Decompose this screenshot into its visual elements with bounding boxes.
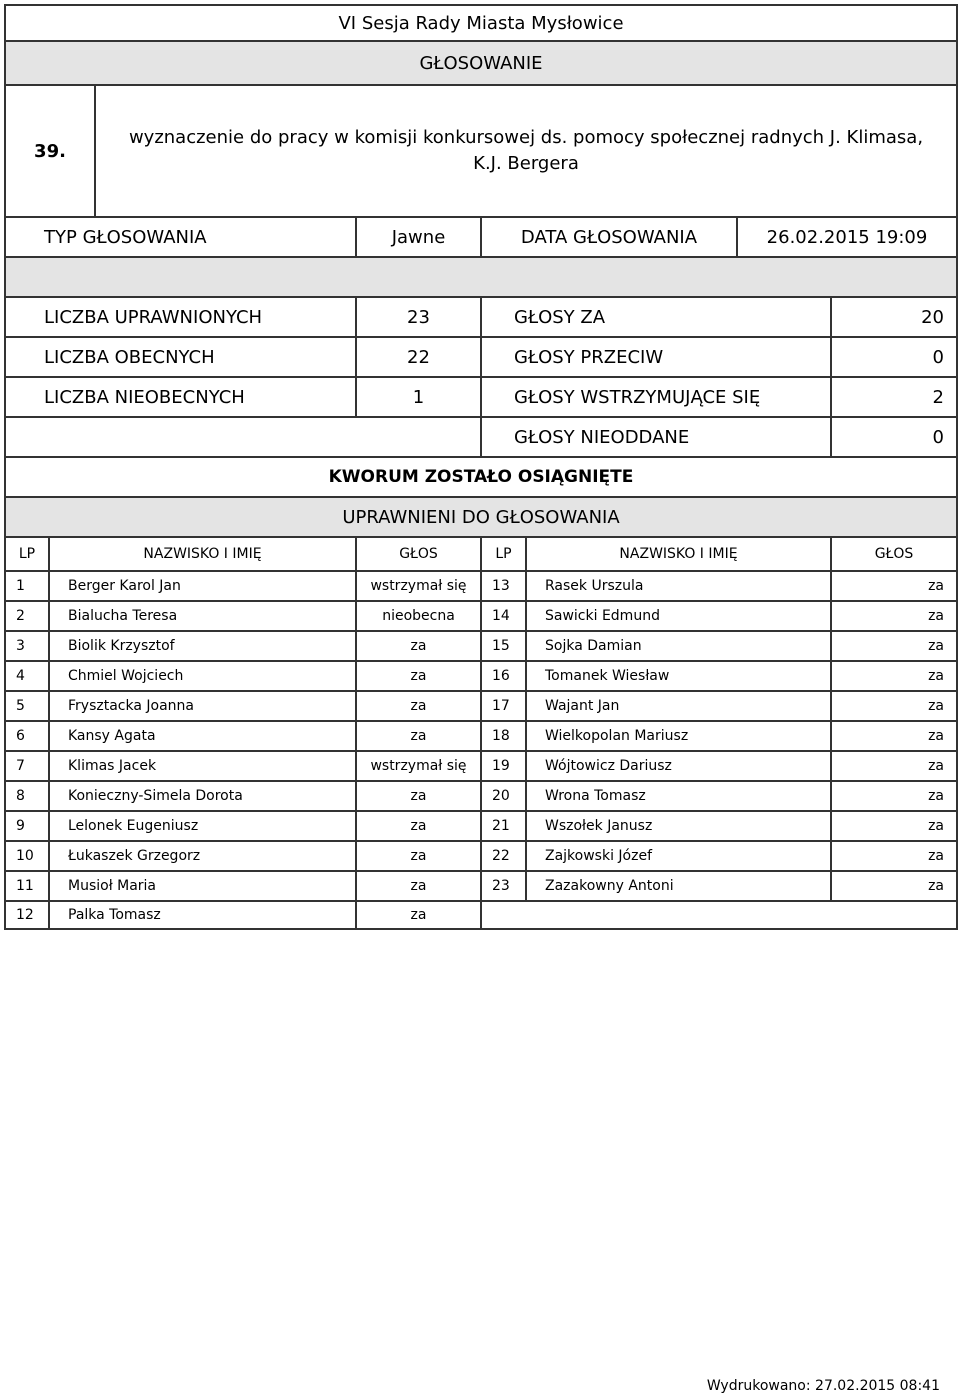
- voter-vote: za: [928, 668, 944, 684]
- voter-vote: wstrzymał się: [357, 752, 482, 780]
- voter-lp: 18: [482, 722, 527, 750]
- for-label: GŁOSY ZA: [482, 298, 832, 336]
- voter-lp: 11: [6, 872, 50, 900]
- vote-subject: wyznaczenie do pracy w komisji konkursowej ds. pomocy społecznej radnych J. Klimasa, K.J. Bergera: [128, 127, 924, 174]
- voter-vote: za: [357, 662, 482, 690]
- subject-row: [4, 84, 958, 216]
- voter-name: Frysztacka Joanna: [50, 692, 357, 720]
- spacer: [6, 258, 956, 296]
- voter-name: Chmiel Wojciech: [50, 662, 357, 690]
- vote-number: 39.: [6, 86, 96, 216]
- notcast-value: 0: [932, 426, 944, 448]
- table-row: [4, 870, 958, 900]
- voter-lp: 3: [6, 632, 50, 660]
- quorum-row: [4, 456, 958, 496]
- voter-vote: za: [928, 818, 944, 834]
- voter-name: Wójtowicz Dariusz: [527, 752, 832, 780]
- date-label: DATA GŁOSOWANIA: [482, 218, 738, 256]
- voter-name: Kansy Agata: [50, 722, 357, 750]
- voter-vote: za: [928, 758, 944, 774]
- voter-vote: za: [357, 782, 482, 810]
- voter-vote: za: [357, 632, 482, 660]
- voter-lp: 2: [6, 602, 50, 630]
- voter-lp: 21: [482, 812, 527, 840]
- voter-lp: 16: [482, 662, 527, 690]
- col-name-right: NAZWISKO I IMIĘ: [527, 538, 832, 570]
- col-lp-right: LP: [482, 538, 527, 570]
- section-row: [4, 40, 958, 84]
- voter-vote: za: [928, 878, 944, 894]
- entitled-value: 23: [357, 298, 482, 336]
- voter-name: Tomanek Wiesław: [527, 662, 832, 690]
- quorum-text: KWORUM ZOSTAŁO OSIĄGNIĘTE: [328, 467, 634, 487]
- table-row: [4, 780, 958, 810]
- for-value: 20: [921, 306, 944, 328]
- against-value: 0: [932, 346, 944, 368]
- section-title: GŁOSOWANIE: [419, 52, 543, 74]
- spacer-row: [4, 256, 958, 296]
- voter-name: Wajant Jan: [527, 692, 832, 720]
- voter-lp: 6: [6, 722, 50, 750]
- absent-label: LICZBA NIEOBECNYCH: [6, 378, 357, 416]
- type-label: TYP GŁOSOWANIA: [6, 218, 357, 256]
- col-vote-right: GŁOS: [874, 546, 914, 562]
- voter-vote: za: [928, 848, 944, 864]
- voter-lp: 19: [482, 752, 527, 780]
- voters-title: UPRAWNIENI DO GŁOSOWANIA: [342, 506, 620, 528]
- voter-vote: za: [928, 578, 944, 594]
- voter-lp: 17: [482, 692, 527, 720]
- voter-name: Konieczny-Simela Dorota: [50, 782, 357, 810]
- present-label: LICZBA OBECNYCH: [6, 338, 357, 376]
- absent-value: 1: [357, 378, 482, 416]
- voter-vote: wstrzymał się: [357, 572, 482, 600]
- abstain-value: 2: [932, 386, 944, 408]
- voter-name: Biolik Krzysztof: [50, 632, 357, 660]
- voting-report: [4, 4, 958, 930]
- voter-lp: 20: [482, 782, 527, 810]
- col-lp-left: LP: [6, 538, 50, 570]
- voter-vote: za: [357, 842, 482, 870]
- voter-lp: 23: [482, 872, 527, 900]
- voter-vote: za: [928, 788, 944, 804]
- col-vote-left: GŁOS: [357, 538, 482, 570]
- stats-row-2: [4, 336, 958, 376]
- voter-name: Zajkowski Józef: [527, 842, 832, 870]
- voter-name: Wszołek Janusz: [527, 812, 832, 840]
- voter-name: Palka Tomasz: [50, 902, 357, 928]
- voter-lp: 7: [6, 752, 50, 780]
- voter-vote: za: [928, 608, 944, 624]
- stats-row-3: [4, 376, 958, 416]
- voter-vote: za: [357, 722, 482, 750]
- stats-row-4: [4, 416, 958, 456]
- voter-name: Zazakowny Antoni: [527, 872, 832, 900]
- voter-vote: nieobecna: [357, 602, 482, 630]
- table-row: [4, 720, 958, 750]
- voter-vote: za: [928, 638, 944, 654]
- columns-header-row: [4, 536, 958, 570]
- voter-name: Sawicki Edmund: [527, 602, 832, 630]
- voter-vote: za: [928, 698, 944, 714]
- voter-lp: 5: [6, 692, 50, 720]
- voter-lp: 14: [482, 602, 527, 630]
- col-name-left: NAZWISKO I IMIĘ: [50, 538, 357, 570]
- voter-lp: 9: [6, 812, 50, 840]
- voter-lp: 8: [6, 782, 50, 810]
- table-row: [4, 840, 958, 870]
- voter-vote: za: [357, 812, 482, 840]
- table-row: [4, 750, 958, 780]
- table-row: [4, 630, 958, 660]
- stats-row-1: [4, 296, 958, 336]
- voter-name: Łukaszek Grzegorz: [50, 842, 357, 870]
- voters-title-row: [4, 496, 958, 536]
- notcast-label: GŁOSY NIEODDANE: [482, 418, 832, 456]
- print-date: Wydrukowano: 27.02.2015 08:41: [706, 1378, 940, 1394]
- voter-lp: 1: [6, 572, 50, 600]
- table-row: [4, 570, 958, 600]
- voter-name: Wielkopolan Mariusz: [527, 722, 832, 750]
- voter-rows: [4, 570, 958, 930]
- table-row: [4, 600, 958, 630]
- table-row: [4, 810, 958, 840]
- voter-name: Klimas Jacek: [50, 752, 357, 780]
- voter-name: Rasek Urszula: [527, 572, 832, 600]
- voter-vote: za: [357, 902, 482, 928]
- voter-name: Berger Karol Jan: [50, 572, 357, 600]
- against-label: GŁOSY PRZECIW: [482, 338, 832, 376]
- voter-lp: 12: [6, 902, 50, 928]
- voter-name: Musioł Maria: [50, 872, 357, 900]
- table-row: [4, 660, 958, 690]
- voter-lp: 15: [482, 632, 527, 660]
- voter-lp: 22: [482, 842, 527, 870]
- voter-lp: 13: [482, 572, 527, 600]
- meta-row: [4, 216, 958, 256]
- voter-name: Bialucha Teresa: [50, 602, 357, 630]
- date-value: 26.02.2015 19:09: [766, 226, 928, 248]
- table-row: [4, 900, 958, 930]
- voter-lp: 4: [6, 662, 50, 690]
- empty-cell: [482, 902, 956, 928]
- session-title: VI Sesja Rady Miasta Mysłowice: [338, 12, 624, 34]
- abstain-label: GŁOSY WSTRZYMUJĄCE SIĘ: [482, 378, 832, 416]
- voter-name: Lelonek Eugeniusz: [50, 812, 357, 840]
- table-row: [4, 690, 958, 720]
- entitled-label: LICZBA UPRAWNIONYCH: [6, 298, 357, 336]
- type-value: Jawne: [357, 218, 482, 256]
- session-row: [4, 4, 958, 40]
- voter-name: Sojka Damian: [527, 632, 832, 660]
- voter-vote: za: [357, 872, 482, 900]
- voter-name: Wrona Tomasz: [527, 782, 832, 810]
- voter-lp: 10: [6, 842, 50, 870]
- empty-cell: [6, 418, 482, 456]
- voter-vote: za: [357, 692, 482, 720]
- present-value: 22: [357, 338, 482, 376]
- voter-vote: za: [928, 728, 944, 744]
